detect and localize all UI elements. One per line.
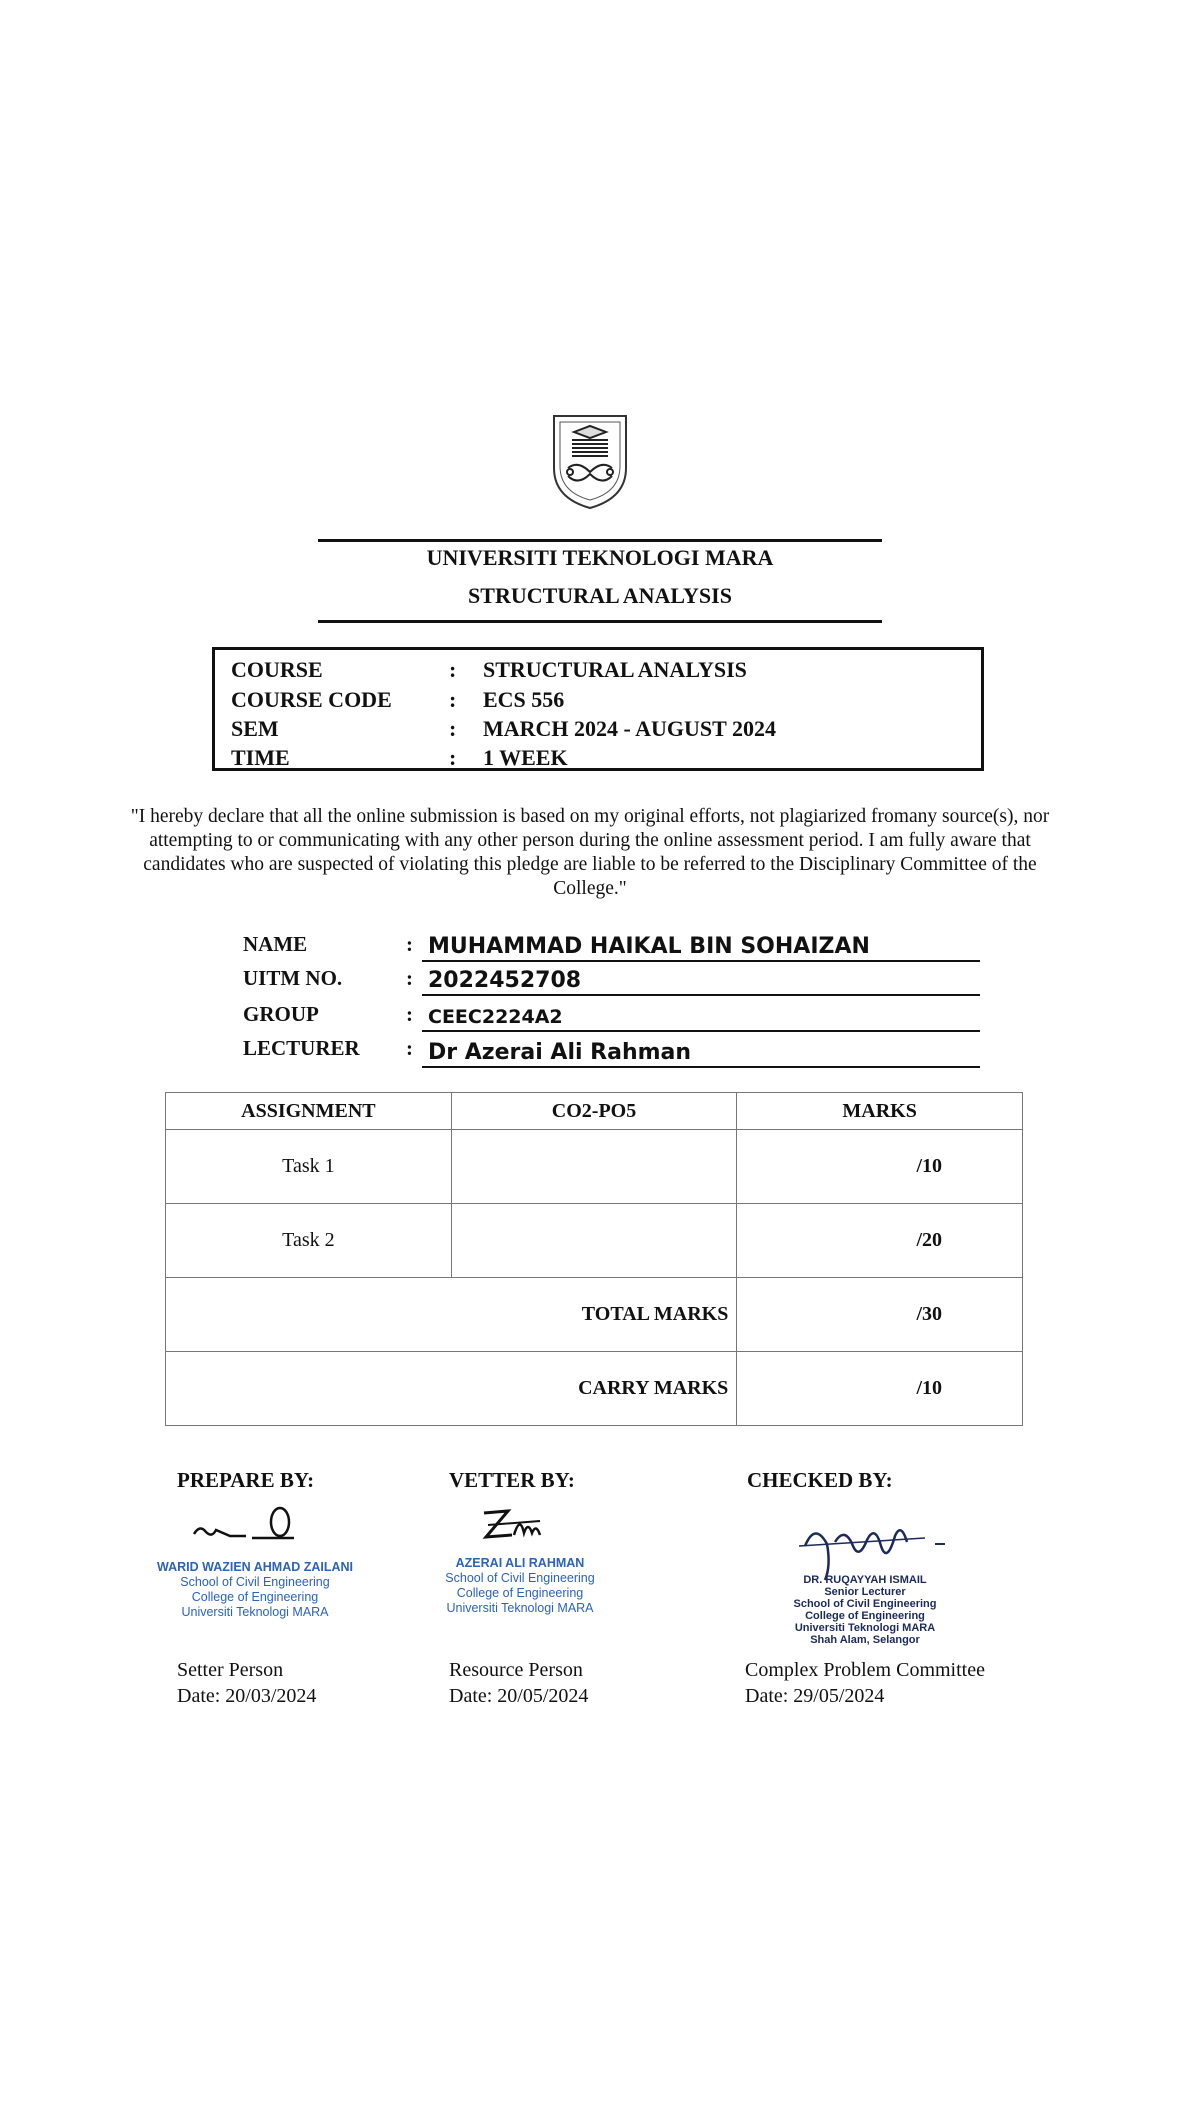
checker-role: Complex Problem Committee — [745, 1659, 985, 1681]
declaration-pledge: "I hereby declare that all the online submission is based on my original efforts, not plagiarized fromany source(s), nor attempting to or communicating with any other person during the online assessment period. I am fully aware that candidates who are suspected of violating this pledge are liable to be referred to the Disciplinary Committee of the College." — [130, 806, 1050, 899]
table-row — [166, 1204, 1023, 1278]
course-code-label: COURSE CODE — [231, 687, 392, 712]
co-cell[interactable] — [451, 1130, 737, 1204]
course-code-value: ECS 556 — [483, 687, 565, 712]
name-label: NAME — [243, 932, 308, 956]
checked-by-title: CHECKED BY: — [747, 1468, 893, 1492]
name-field[interactable]: MUHAMMAD HAIKAL BIN SOHAIZAN — [422, 934, 980, 962]
table-row — [166, 1130, 1023, 1204]
university-crest — [548, 410, 632, 510]
colon: : — [406, 966, 413, 990]
total-marks-cell[interactable]: /30 — [737, 1278, 1023, 1352]
vetter-role: Resource Person — [449, 1659, 583, 1681]
vetter-stamp — [420, 1556, 620, 1616]
vetter-by-title: VETTER BY: — [449, 1468, 575, 1492]
setter-stamp — [140, 1560, 370, 1620]
time-label: TIME — [231, 745, 290, 770]
stamp-line: Universiti Teknologi MARA — [181, 1605, 329, 1619]
time-value: 1 WEEK — [483, 745, 568, 770]
marks-cell[interactable]: /10 — [737, 1130, 1023, 1204]
table-header-row — [166, 1093, 1023, 1130]
group-label: GROUP — [243, 1002, 319, 1026]
lecturer-label: LECTURER — [243, 1036, 360, 1060]
uitm-no-label: UITM NO. — [243, 966, 343, 990]
colon: : — [449, 687, 457, 712]
stamp-line: AZERAI ALI RAHMAN — [455, 1556, 585, 1570]
marks-table — [165, 1092, 1023, 1426]
vetter-signature — [478, 1505, 550, 1550]
top-rule — [318, 539, 882, 542]
lecturer-field[interactable]: Dr Azerai Ali Rahman — [422, 1040, 980, 1068]
setter-role: Setter Person — [177, 1659, 284, 1681]
sem-label: SEM — [231, 716, 279, 741]
colon: : — [406, 932, 413, 956]
stamp-line: DR. RUQAYYAH ISMAIL — [803, 1574, 927, 1586]
stamp-line: School of Civil Engineering — [180, 1575, 330, 1589]
stamp-line: School of Civil Engineering — [445, 1571, 595, 1585]
stamp-line: Universiti Teknologi MARA — [446, 1601, 594, 1615]
stamp-line: Senior Lecturer — [824, 1586, 906, 1598]
marks-cell[interactable]: /20 — [737, 1204, 1023, 1278]
carry-row — [166, 1352, 1023, 1426]
bottom-rule — [318, 620, 882, 623]
uitm-no-field[interactable]: 2022452708 — [422, 968, 980, 996]
total-marks-label: TOTAL MARKS — [166, 1278, 737, 1352]
checker-role-block — [745, 1657, 985, 1709]
group-field[interactable]: CEEC2224A2 — [422, 1004, 980, 1032]
stamp-line: College of Engineering — [456, 1586, 584, 1600]
stamp-line: College of Engineering — [191, 1590, 319, 1604]
colon: : — [406, 1036, 413, 1060]
checker-stamp — [780, 1574, 950, 1646]
marks-header: MARKS — [737, 1093, 1023, 1130]
subject-title: STRUCTURAL ANALYSIS — [468, 583, 732, 608]
vetter-role-block — [449, 1657, 588, 1709]
assignment-cell: Task 1 — [166, 1130, 452, 1204]
carry-marks-cell[interactable]: /10 — [737, 1352, 1023, 1426]
colon: : — [449, 745, 457, 770]
vetter-date: Date: 20/05/2024 — [449, 1685, 589, 1707]
setter-role-block — [177, 1657, 316, 1709]
stamp-line: Shah Alam, Selangor — [810, 1634, 920, 1646]
checker-date: Date: 29/05/2024 — [745, 1685, 885, 1707]
prepare-by-title: PREPARE BY: — [177, 1468, 315, 1492]
carry-marks-label: CARRY MARKS — [166, 1352, 737, 1426]
colon: : — [449, 657, 457, 682]
co-header: CO2-PO5 — [451, 1093, 737, 1130]
co-cell[interactable] — [451, 1204, 737, 1278]
sem-value: MARCH 2024 - AUGUST 2024 — [483, 716, 776, 741]
stamp-line: WARID WAZIEN AHMAD ZAILANI — [156, 1560, 354, 1574]
colon: : — [406, 1002, 413, 1026]
total-row — [166, 1278, 1023, 1352]
assignment-cell: Task 2 — [166, 1204, 452, 1278]
assignment-header: ASSIGNMENT — [166, 1093, 452, 1130]
course-info-box — [212, 647, 984, 771]
setter-signature — [190, 1500, 300, 1551]
university-name: UNIVERSITI TEKNOLOGI MARA — [426, 545, 774, 570]
course-value: STRUCTURAL ANALYSIS — [483, 657, 747, 682]
stamp-line: School of Civil Engineering — [793, 1598, 937, 1610]
course-label: COURSE — [231, 657, 323, 682]
stamp-line: College of Engineering — [805, 1610, 925, 1622]
colon: : — [449, 716, 457, 741]
setter-date: Date: 20/03/2024 — [177, 1685, 317, 1707]
stamp-line: Universiti Teknologi MARA — [794, 1622, 936, 1634]
